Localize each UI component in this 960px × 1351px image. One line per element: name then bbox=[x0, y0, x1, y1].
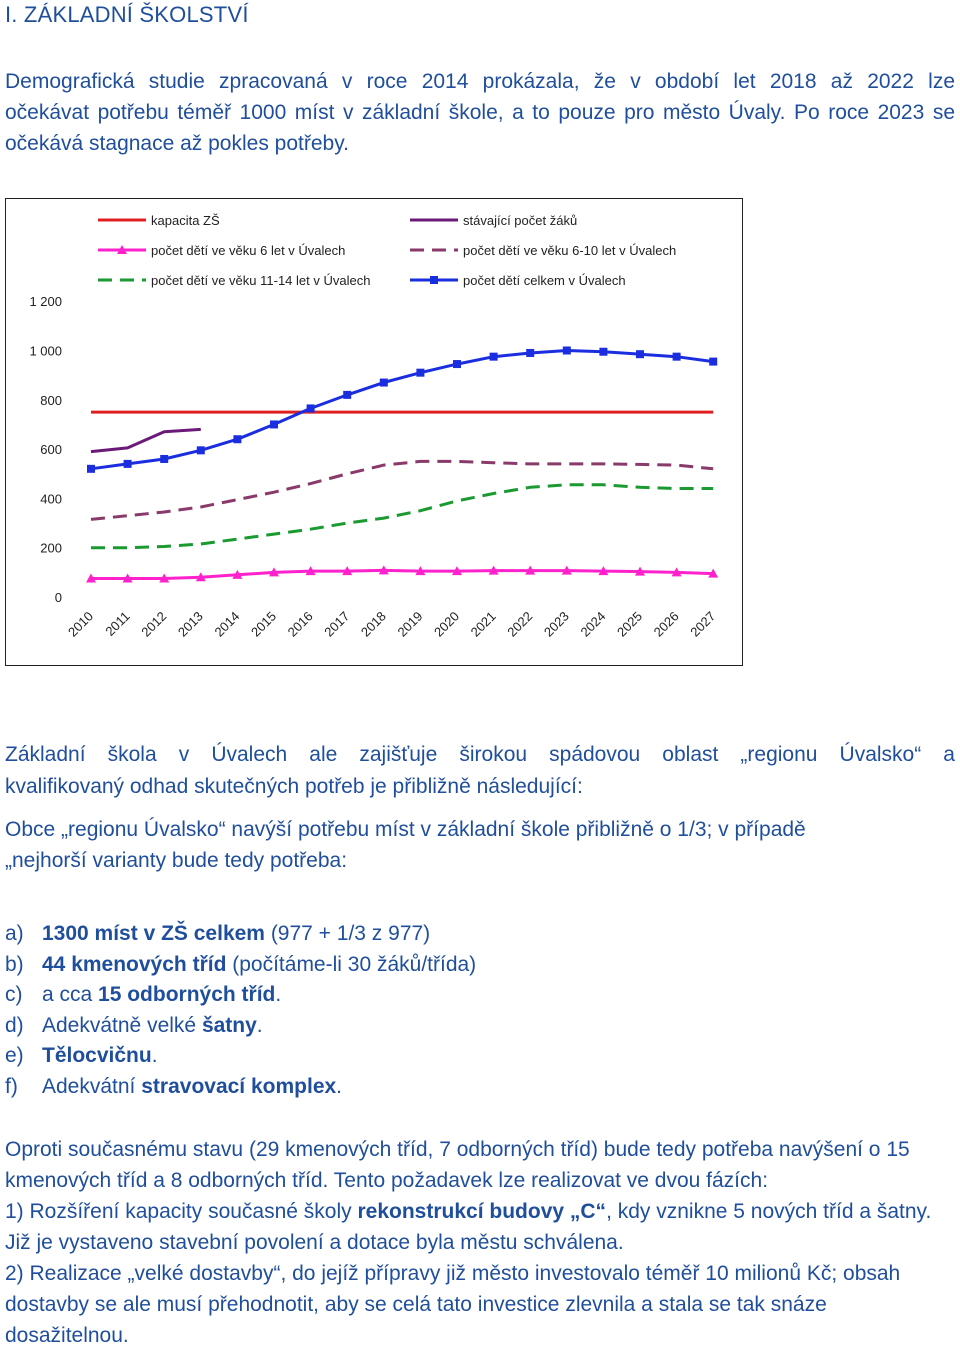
list-item-bold: stravovací komplex bbox=[141, 1074, 337, 1098]
list-marker: f) bbox=[5, 1074, 18, 1098]
data-point-square bbox=[343, 391, 351, 399]
list-marker: c) bbox=[5, 983, 23, 1007]
x-tick-label: 2022 bbox=[504, 608, 536, 640]
section-heading: I. ZÁKLADNÍ ŠKOLSTVÍ bbox=[5, 2, 249, 27]
list-item-text: . bbox=[256, 1013, 263, 1037]
x-tick-label: 2026 bbox=[650, 608, 682, 640]
y-tick-label: 800 bbox=[40, 392, 62, 408]
list-marker: e) bbox=[5, 1044, 24, 1068]
series-line bbox=[91, 570, 713, 578]
data-point-square bbox=[197, 446, 205, 454]
list-item-bold: 44 kmenových tříd bbox=[42, 952, 227, 976]
y-tick-label: 200 bbox=[40, 540, 62, 556]
list-item-text: (977 + 1/3 z 977) bbox=[264, 922, 431, 945]
x-tick-label: 2014 bbox=[211, 608, 243, 640]
region-paragraph-line2: kvalifikovaný odhad skutečných potřeb je přibližně následující: bbox=[5, 775, 583, 798]
list-item bbox=[5, 1011, 476, 1042]
intro-paragraph-rest: očekávat potřebu téměř 1000 míst v základní škole, a to pouze pro město Úvaly. Po roce 2023 se očekává stagnace až pokles potřeby. bbox=[5, 101, 955, 155]
x-tick-label: 2010 bbox=[65, 608, 97, 640]
current-state-paragraph: Oproti současnému stavu (29 kmenových tříd, 7 odborných tříd) bude tedy potřeba navýšení o 15 kmenových tříd a 8 odborných tříd. Tento požadavek lze realizovat ve dvou fázích: bbox=[5, 1138, 910, 1192]
list-marker: b) bbox=[5, 952, 24, 976]
data-point-square bbox=[526, 349, 534, 357]
y-tick-label: 1 000 bbox=[29, 343, 62, 359]
list-item-bold: 15 odborných tříd bbox=[98, 983, 276, 1007]
chart-svg bbox=[6, 199, 742, 665]
data-point-square bbox=[380, 379, 388, 387]
phase-one-rest: , kdy vznikne 5 nových tříd a šatny. Již je vystaveno stavební povolení a dotace byla městu schválena. bbox=[5, 1200, 932, 1254]
demography-chart bbox=[5, 198, 743, 666]
phase-one-paragraph bbox=[5, 1196, 955, 1258]
data-point-square bbox=[453, 360, 461, 368]
list-item bbox=[5, 980, 476, 1011]
data-point-square bbox=[636, 350, 644, 358]
region-paragraph-line1: Základní škola v Úvalech ale zajišťuje širokou spádovou oblast „regionu Úvalsko“ a bbox=[5, 743, 955, 766]
obce-paragraph-line1: Obce „regionu Úvalsko“ navýší potřebu míst v základní škole přibližně o 1/3; v případě bbox=[5, 818, 806, 841]
list-item-prefix: Adekvátní bbox=[42, 1074, 142, 1098]
list-item-text: . bbox=[336, 1074, 343, 1098]
list-item bbox=[5, 1041, 476, 1072]
legend-label: stávající počet žáků bbox=[463, 213, 578, 228]
list-marker: a) bbox=[5, 922, 24, 945]
phase-one-text: 1) Rozšíření kapacity současné školy bbox=[5, 1200, 358, 1223]
x-tick-label: 2011 bbox=[102, 608, 133, 639]
x-tick-label: 2020 bbox=[431, 608, 463, 640]
list-item-text: . bbox=[151, 1044, 158, 1068]
y-tick-label: 600 bbox=[40, 442, 62, 458]
x-tick-label: 2012 bbox=[138, 608, 170, 640]
x-tick-label: 2018 bbox=[357, 608, 389, 640]
data-point-square bbox=[709, 358, 717, 366]
series-line bbox=[91, 461, 713, 519]
data-point-square bbox=[599, 348, 607, 356]
data-point-square bbox=[563, 347, 571, 355]
x-tick-label: 2019 bbox=[394, 608, 426, 640]
x-tick-label: 2025 bbox=[614, 608, 646, 640]
list-item-text: (počítáme-li 30 žáků/třída) bbox=[226, 952, 477, 976]
data-point-square bbox=[307, 404, 315, 412]
series-line bbox=[91, 429, 201, 451]
y-tick-label: 400 bbox=[40, 491, 62, 507]
list-item bbox=[5, 919, 476, 950]
obce-paragraph-line2: „nejhorší varianty bude tedy potřeba: bbox=[5, 849, 348, 872]
data-point-square bbox=[124, 460, 132, 468]
x-tick-label: 2027 bbox=[687, 608, 719, 640]
list-item-prefix: Adekvátně velké bbox=[42, 1013, 202, 1037]
x-tick-label: 2024 bbox=[577, 608, 609, 640]
x-tick-label: 2013 bbox=[174, 608, 206, 640]
y-tick-label: 0 bbox=[54, 590, 62, 605]
data-point-square bbox=[160, 455, 168, 463]
phase-two-paragraph: 2) Realizace „velké dostavby“, do jejíž přípravy již město investovalo téměř 10 milionů Kč; obsah dostavby se ale musí přehodnotit, aby se celá tato investice zlevnila a stala se tak snáze dosažitelnou. bbox=[5, 1262, 901, 1347]
legend-label: počet dětí ve věku 11-14 let v Úvalech bbox=[151, 273, 371, 288]
list-marker: d) bbox=[5, 1013, 24, 1037]
x-tick-label: 2023 bbox=[540, 608, 572, 640]
y-tick-label: 1 200 bbox=[29, 294, 62, 310]
data-point-square bbox=[673, 353, 681, 361]
requirements-list bbox=[5, 919, 476, 1103]
x-tick-label: 2015 bbox=[248, 608, 280, 640]
x-tick-label: 2016 bbox=[284, 608, 316, 640]
data-point-square bbox=[416, 369, 424, 377]
series-line bbox=[91, 351, 713, 469]
data-point-square bbox=[87, 465, 95, 473]
list-item-prefix: a cca bbox=[42, 983, 99, 1007]
legend-label: kapacita ZŠ bbox=[151, 213, 220, 228]
x-tick-label: 2021 bbox=[467, 608, 499, 640]
intro-paragraph-line1: Demografická studie zpracovaná v roce 2014 prokázala, že v období let 2018 až 2022 lze bbox=[5, 70, 955, 93]
list-item-bold: Tělocvičnu bbox=[42, 1044, 152, 1068]
list-item-bold: 1300 míst v ZŠ celkem bbox=[42, 922, 265, 945]
final-paragraphs bbox=[5, 1134, 955, 1351]
list-item-text: . bbox=[275, 983, 282, 1007]
legend-marker bbox=[430, 276, 438, 284]
list-item bbox=[5, 1072, 476, 1103]
phase-one-bold: rekonstrukcí budovy „C“ bbox=[357, 1200, 607, 1223]
data-point-square bbox=[270, 420, 278, 428]
legend-label: počet dětí ve věku 6-10 let v Úvalech bbox=[463, 243, 677, 258]
data-point-square bbox=[233, 435, 241, 443]
list-item bbox=[5, 950, 476, 981]
data-point-square bbox=[490, 353, 498, 361]
legend-label: počet dětí celkem v Úvalech bbox=[463, 273, 626, 288]
list-item-bold: šatny bbox=[201, 1013, 257, 1037]
series-line bbox=[91, 485, 713, 548]
x-tick-label: 2017 bbox=[321, 608, 353, 640]
legend-label: počet dětí ve věku 6 let v Úvalech bbox=[151, 243, 346, 258]
